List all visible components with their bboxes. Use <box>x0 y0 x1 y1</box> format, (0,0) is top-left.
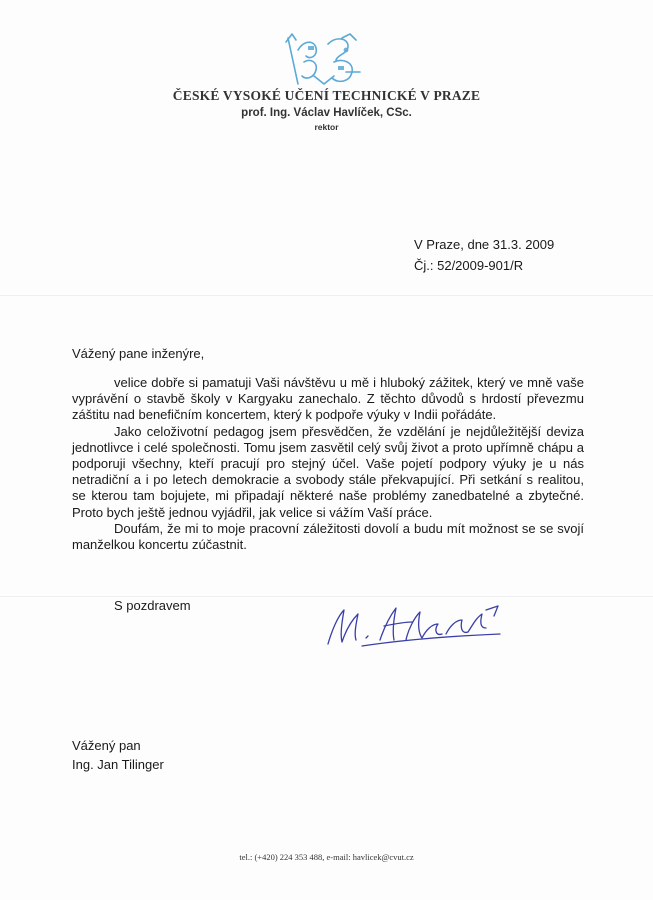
place-date: V Praze, dne 31.3. 2009 <box>414 237 555 252</box>
rector-name: prof. Ing. Václav Havlíček, CSc. <box>241 107 412 119</box>
university-logo-icon <box>284 32 366 88</box>
signature-icon <box>322 600 504 648</box>
rector-role: rektor <box>314 122 339 132</box>
recipient-line-2: Ing. Jan Tilinger <box>72 757 164 772</box>
paper-fold-line <box>0 295 653 296</box>
paragraph-3: Doufám, že mi to moje pracovní záležitosti dovolí a budu mít možnost se se svojí manželkou koncertu zúčastnit. <box>72 520 584 553</box>
footer-contact: tel.: (+420) 224 353 488, e-mail: havlicek@cvut.cz <box>239 852 414 862</box>
paragraph-1: velice dobře si pamatuji Vaši návštěvu u mě i hluboký zážitek, který ve mně vaše vyprávění o stavbě školy v Kargyaku zanechalo. Z těchto důvodů s hrdostí převezmu záštitu nad benefičním koncertem, který k podpoře výuky v Indii pořádáte. <box>72 375 584 423</box>
institution-name: ČESKÉ VYSOKÉ UČENÍ TECHNICKÉ V PRAZE <box>172 88 481 103</box>
reference-number: Čj.: 52/2009-901/R <box>414 258 524 273</box>
closing: S pozdravem <box>114 598 191 613</box>
recipient-line-1: Vážený pan <box>72 738 141 753</box>
salutation: Vážený pane inženýre, <box>72 346 205 361</box>
paper-fold-line <box>0 596 653 597</box>
paragraph-2: Jako celoživotní pedagog jsem přesvědčen, že vzdělání je nejdůležitější deviza jednotlivce i celé společnosti. Tomu jsem zasvětil celý svůj život a proto upřímně chápu a podporuji všechny, kteří pracují pro stejný účel. Vaše pojetí podpory výuky je u nás netradiční a i po letech demokracie a svobody stále překvapující. Při setkání s realitou, se kterou tam bojujete, mi připadají některé naše problémy zanedbatelné a zbytečné. Proto bych ještě jednou vyjádřil, jak velice si vážím Vaší práce. <box>72 423 584 520</box>
letter-body <box>72 375 584 553</box>
